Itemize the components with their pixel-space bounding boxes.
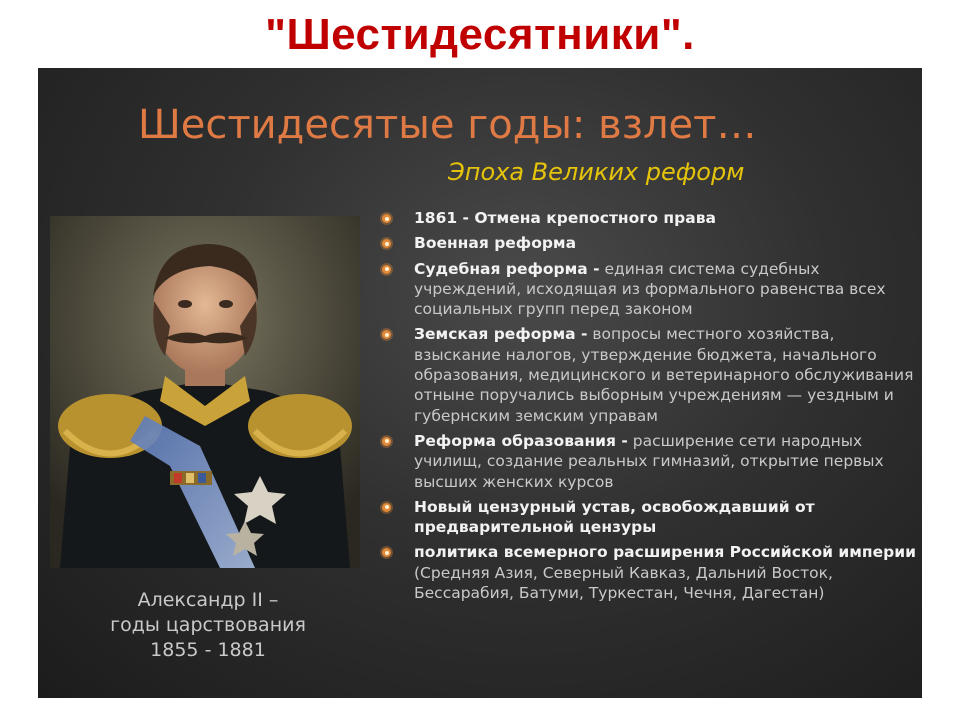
bullet-bold: Новый цензурный устав, освобождавший от предварительной цензуры — [414, 497, 815, 537]
bullet-icon — [382, 239, 391, 248]
bullet-bold: Судебная реформа - — [414, 259, 600, 278]
bullet-icon — [382, 330, 391, 339]
caption-line-name: Александр II – — [137, 589, 279, 611]
bullet-icon — [382, 265, 391, 274]
reform-list — [376, 208, 916, 608]
bullet-text: расширение сети народных училищ, создание реальных гимназий, открытие первых высших женских курсов — [414, 431, 884, 491]
bullet-icon — [382, 437, 391, 446]
list-item — [376, 431, 916, 492]
bullet-icon — [382, 548, 391, 557]
bullet-bold: Земская реформа - — [414, 325, 588, 344]
bullet-bold: Военная реформа — [414, 234, 577, 253]
slide-title: Шестидесятые годы: взлет… — [138, 102, 757, 148]
bullet-text: единая система судебных учреждений, исходящая из формального равенства всех социальных групп перед законом — [414, 259, 886, 319]
list-item — [376, 542, 916, 603]
slide — [38, 68, 922, 698]
caption-line-reign: годы царствования — [110, 614, 306, 636]
slide-subtitle: Эпоха Великих реформ — [448, 158, 745, 186]
list-item — [376, 324, 916, 425]
caption-line-years: 1855 - 1881 — [150, 639, 266, 661]
list-item — [376, 259, 916, 320]
list-item — [376, 497, 916, 538]
bullet-text: (Средняя Азия, Северный Кавказ, Дальний Восток, Бессарабия, Батуми, Туркестан, Чечня, Дагестан) — [414, 563, 833, 603]
bullet-icon — [382, 214, 391, 223]
bullet-bold: Реформа образования - — [414, 431, 628, 450]
bullet-text: вопросы местного хозяйства, взыскание налогов, утверждение бюджета, начального образования, медицинского и ветеринарного обслуживания отныне поручались выборным учреждениям — уездным и губернским земским управам — [414, 325, 914, 425]
list-item — [376, 208, 916, 228]
list-item — [376, 233, 916, 253]
bullet-bold: 1861 - Отмена крепостного права — [414, 209, 716, 227]
bullet-bold: политика всемерного расширения Российской империи — [414, 543, 916, 562]
portrait-caption — [58, 588, 358, 663]
bullet-icon — [382, 503, 391, 512]
page-title: "Шестидесятники". — [265, 10, 695, 59]
portrait-image — [50, 216, 360, 568]
